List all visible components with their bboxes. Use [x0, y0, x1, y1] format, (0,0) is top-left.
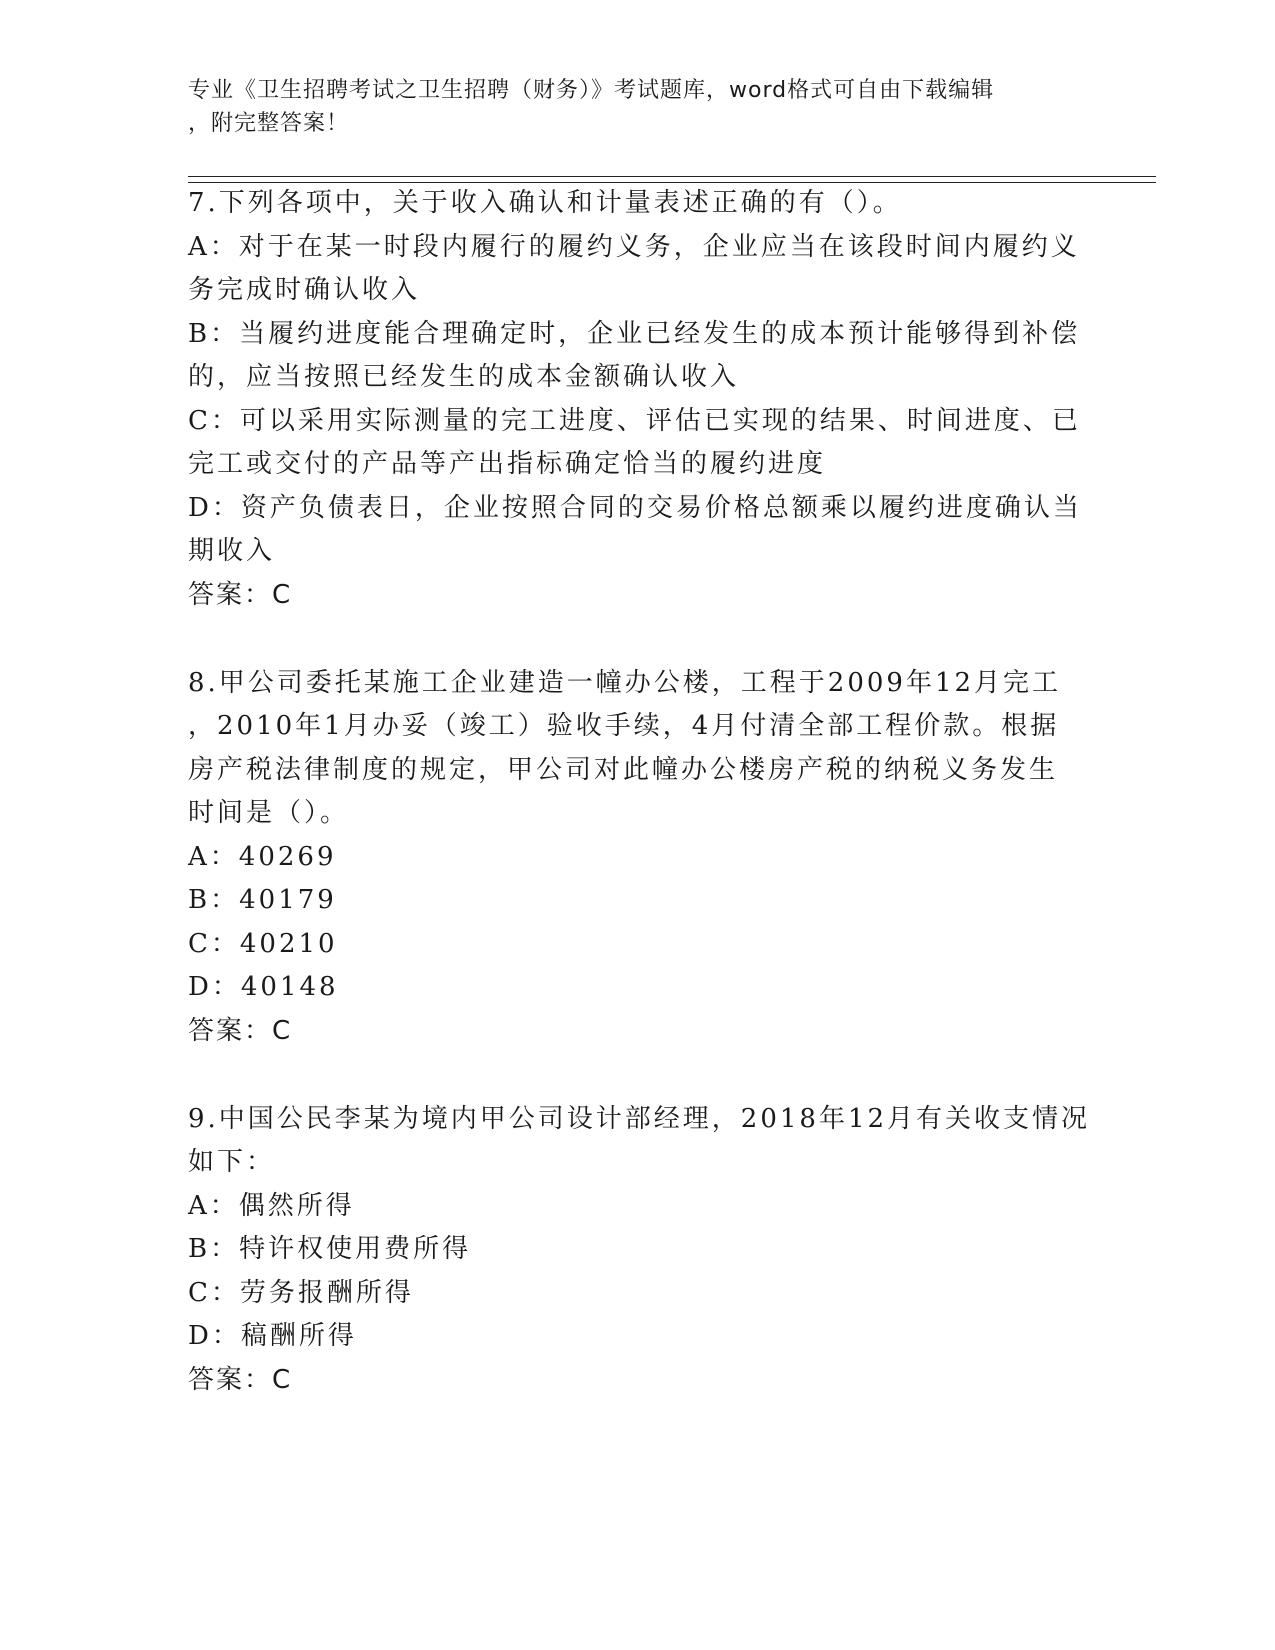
- option-a-cont: 务完成时确认收入: [188, 275, 421, 305]
- option-a: A：40269: [188, 842, 337, 872]
- header-divider-bottom: [188, 182, 1156, 183]
- header-divider-top: [188, 176, 1156, 177]
- option-c: C：40210: [188, 929, 338, 959]
- option-a: A：偶然所得: [188, 1191, 355, 1221]
- header-line-1: 专业《卫生招聘考试之卫生招聘（财务）》考试题库，word格式可自由下载编辑: [188, 78, 995, 103]
- answer-label: 答案：C: [188, 1016, 293, 1046]
- question-stem: 8.甲公司委托某施工企业建造一幢办公楼，工程于2009年12月完工: [188, 668, 1062, 698]
- option-d: D：资产负债表日，企业按照合同的交易价格总额乘以履约进度确认当: [188, 493, 1082, 523]
- option-d: D：稿酬所得: [188, 1321, 357, 1351]
- question-stem: 7.下列各项中，关于收入确认和计量表述正确的有（）。: [188, 188, 902, 218]
- option-a: A：对于在某一时段内履行的履约义务，企业应当在该段时间内履约义: [188, 232, 1080, 262]
- question-stem-cont: ，2010年1月办妥（竣工）验收手续，4月付清全部工程价款。根据: [188, 711, 1060, 741]
- option-d: D：40148: [188, 972, 339, 1002]
- option-b: B：特许权使用费所得: [188, 1234, 472, 1264]
- question-stem: 9.中国公民李某为境内甲公司设计部经理，2018年12月有关收支情况: [188, 1104, 1091, 1134]
- option-d-cont: 期收入: [188, 536, 276, 566]
- option-c-cont: 完工或交付的产品等产出指标确定恰当的履约进度: [188, 449, 827, 479]
- question-stem-cont: 时间是（）。: [188, 798, 350, 828]
- question-stem-cont: 房产税法律制度的规定，甲公司对此幢办公楼房产税的纳税义务发生: [188, 755, 1059, 785]
- option-b-cont: 的，应当按照已经发生的成本金额确认收入: [188, 362, 740, 392]
- option-b: B：40179: [188, 885, 337, 915]
- answer-label: 答案：C: [188, 580, 293, 610]
- option-c: C：劳务报酬所得: [188, 1278, 414, 1308]
- option-c: C：可以采用实际测量的完工进度、评估已实现的结果、时间进度、已: [188, 406, 1081, 436]
- answer-label: 答案：C: [188, 1365, 293, 1395]
- header-line-2: ，附完整答案！: [188, 111, 350, 136]
- question-stem-cont: 如下：: [188, 1147, 276, 1177]
- document-header: [188, 74, 1068, 140]
- option-b: B：当履约进度能合理确定时，企业已经发生的成本预计能够得到补偿: [188, 319, 1081, 349]
